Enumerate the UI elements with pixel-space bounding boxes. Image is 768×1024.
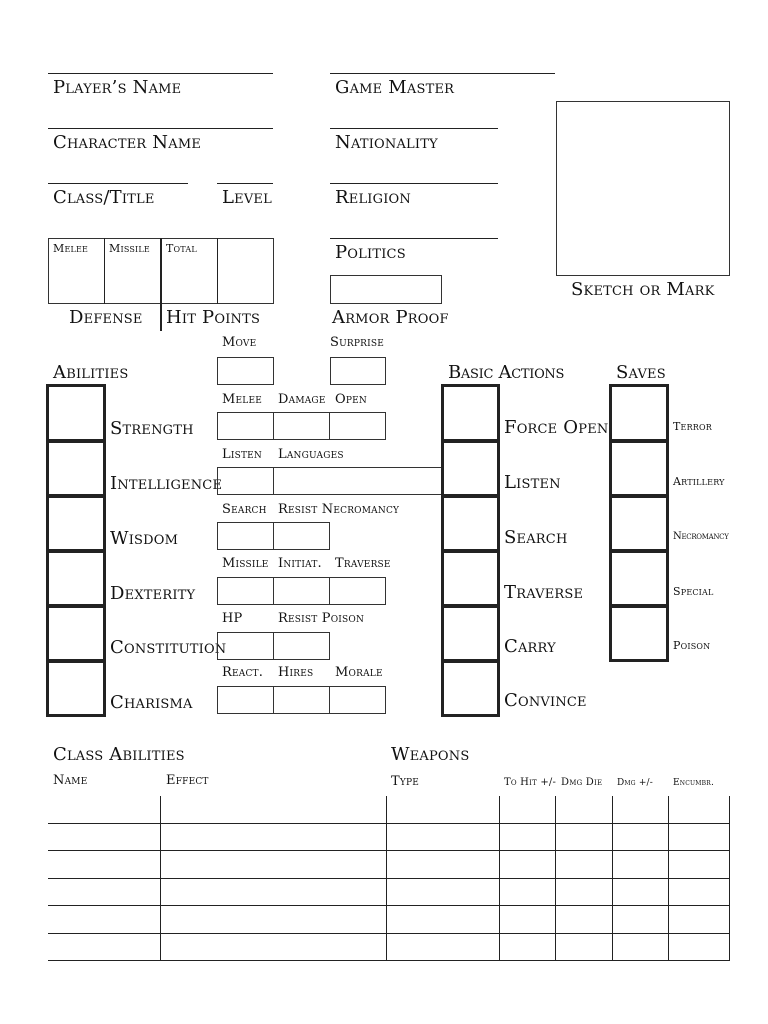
- class-title-label: Class/Title: [53, 187, 155, 208]
- players-name-line[interactable]: [48, 73, 273, 74]
- table-column-line: [160, 796, 161, 960]
- dexterity-score-box[interactable]: [46, 549, 106, 608]
- resist-necromancy-box[interactable]: [273, 522, 330, 550]
- dmg-mod-header: Dmg +/-: [617, 778, 654, 788]
- table-row-line: [48, 933, 730, 934]
- artillery-save-label: Artillery: [673, 475, 725, 488]
- intelligence-score-box[interactable]: [46, 439, 106, 498]
- terror-save-box[interactable]: [609, 384, 669, 443]
- surprise-label: Surprise: [330, 335, 384, 350]
- intelligence-label: Intelligence: [110, 473, 223, 494]
- force-open-label: Force Open: [504, 417, 609, 438]
- class-title-line[interactable]: [48, 183, 188, 184]
- table-row-line: [48, 878, 730, 879]
- defense-divider: [104, 238, 105, 304]
- damage-box[interactable]: [273, 412, 330, 440]
- encumbrance-header: Encumbr.: [673, 778, 714, 788]
- convince-action-label: Convince: [504, 690, 587, 711]
- character-name-line[interactable]: [48, 128, 273, 129]
- armor-proof-label: Armor Proof: [332, 307, 449, 328]
- convince-action-box[interactable]: [441, 659, 500, 717]
- traverse-action-box[interactable]: [441, 549, 500, 608]
- listen-sub-label: Listen: [222, 447, 263, 462]
- religion-label: Religion: [335, 187, 411, 208]
- table-row-line: [48, 905, 730, 906]
- defense-divider: [217, 238, 218, 304]
- class-abilities-title: Class Abilities: [53, 744, 185, 765]
- sketch-box[interactable]: [556, 101, 730, 276]
- react-sub-label: React.: [222, 665, 264, 680]
- search-action-label: Search: [504, 527, 568, 548]
- basic-actions-title: Basic Actions: [448, 362, 565, 383]
- level-line[interactable]: [217, 183, 273, 184]
- religion-line[interactable]: [330, 183, 498, 184]
- politics-label: Politics: [335, 242, 406, 263]
- table-column-line: [555, 796, 556, 960]
- melee-defense-label: Melee: [53, 242, 89, 255]
- search-box[interactable]: [217, 522, 274, 550]
- table-column-line: [386, 796, 387, 960]
- languages-box[interactable]: [273, 467, 443, 495]
- charisma-score-box[interactable]: [46, 659, 106, 717]
- poison-save-label: Poison: [673, 639, 711, 652]
- dexterity-label: Dexterity: [110, 583, 196, 604]
- sketch-or-mark-label: Sketch or Mark: [571, 279, 715, 300]
- necromancy-save-label: Necromancy: [673, 531, 729, 542]
- constitution-score-box[interactable]: [46, 604, 106, 663]
- artillery-save-box[interactable]: [609, 439, 669, 498]
- game-master-line[interactable]: [330, 73, 555, 74]
- surprise-box[interactable]: [330, 357, 386, 385]
- initiat-sub-label: Initiat.: [278, 556, 322, 571]
- abilities-title: Abilities: [53, 362, 129, 383]
- level-label: Level: [222, 187, 272, 208]
- terror-save-label: Terror: [673, 420, 713, 433]
- missile-sub-label: Missile: [222, 556, 269, 571]
- melee-box[interactable]: [217, 412, 274, 440]
- reaction-box[interactable]: [217, 686, 274, 714]
- traverse-action-label: Traverse: [504, 582, 584, 603]
- force-open-box[interactable]: [441, 384, 500, 443]
- class-ability-effect-header: Effect: [166, 773, 209, 788]
- table-column-line: [668, 796, 669, 960]
- open-sub-label: Open: [335, 392, 367, 407]
- to-hit-header: To Hit +/-: [504, 777, 557, 788]
- resist-poison-sub-label: Resist Poison: [278, 611, 365, 626]
- hp-sub-label: HP: [222, 611, 243, 626]
- game-master-label: Game Master: [335, 77, 455, 98]
- charisma-label: Charisma: [110, 692, 193, 713]
- strength-score-box[interactable]: [46, 384, 106, 443]
- dmg-die-header: Dmg Die: [561, 777, 603, 788]
- table-column-line: [729, 796, 730, 960]
- missile-defense-label: Missile: [109, 242, 150, 255]
- class-ability-name-header: Name: [53, 773, 88, 788]
- hires-box[interactable]: [273, 686, 330, 714]
- carry-action-label: Carry: [504, 636, 556, 657]
- poison-save-box[interactable]: [609, 604, 669, 662]
- table-column-line: [499, 796, 500, 960]
- table-row-line: [48, 960, 730, 961]
- table-row-line: [48, 823, 730, 824]
- table-column-line: [612, 796, 613, 960]
- nationality-label: Nationality: [335, 132, 438, 153]
- table-row-line: [48, 850, 730, 851]
- resist-necromancy-sub-label: Resist Necromancy: [278, 502, 400, 517]
- nationality-line[interactable]: [330, 128, 498, 129]
- hit-points-label: Hit Points: [166, 307, 261, 328]
- resist-poison-box[interactable]: [273, 632, 330, 660]
- damage-sub-label: Damage: [278, 392, 326, 407]
- strength-label: Strength: [110, 418, 194, 439]
- character-name-label: Character Name: [53, 132, 202, 153]
- defense-hp-divider: [160, 238, 162, 331]
- politics-line[interactable]: [330, 238, 498, 239]
- constitution-label: Constitution: [110, 637, 227, 658]
- missile-box[interactable]: [217, 577, 274, 605]
- weapons-title: Weapons: [391, 744, 470, 765]
- wisdom-score-box[interactable]: [46, 494, 106, 553]
- hires-sub-label: Hires: [278, 665, 314, 680]
- listen-action-label: Listen: [504, 472, 561, 493]
- special-save-label: Special: [673, 585, 714, 598]
- defense-label: Defense: [69, 307, 143, 328]
- search-action-box[interactable]: [441, 494, 500, 553]
- move-box[interactable]: [217, 357, 274, 385]
- special-save-box[interactable]: [609, 549, 669, 608]
- armor-proof-box[interactable]: [330, 275, 442, 304]
- listen-action-box[interactable]: [441, 439, 500, 498]
- traverse-sub-label: Traverse: [335, 556, 391, 571]
- morale-box[interactable]: [329, 686, 386, 714]
- search-sub-label: Search: [222, 502, 267, 517]
- open-box[interactable]: [329, 412, 386, 440]
- total-defense-label: Total: [166, 242, 197, 255]
- wisdom-label: Wisdom: [110, 528, 179, 549]
- traverse-box[interactable]: [329, 577, 386, 605]
- listen-box[interactable]: [217, 467, 274, 495]
- morale-sub-label: Morale: [335, 665, 383, 680]
- carry-action-box[interactable]: [441, 604, 500, 663]
- languages-sub-label: Languages: [278, 447, 344, 462]
- melee-sub-label: Melee: [222, 392, 262, 407]
- saves-title: Saves: [616, 362, 666, 383]
- players-name-label: Player’s Name: [53, 77, 182, 98]
- necromancy-save-box[interactable]: [609, 494, 669, 553]
- initiative-box[interactable]: [273, 577, 330, 605]
- weapon-type-header: Type: [391, 774, 420, 789]
- hp-box[interactable]: [217, 632, 274, 660]
- move-label: Move: [222, 335, 257, 350]
